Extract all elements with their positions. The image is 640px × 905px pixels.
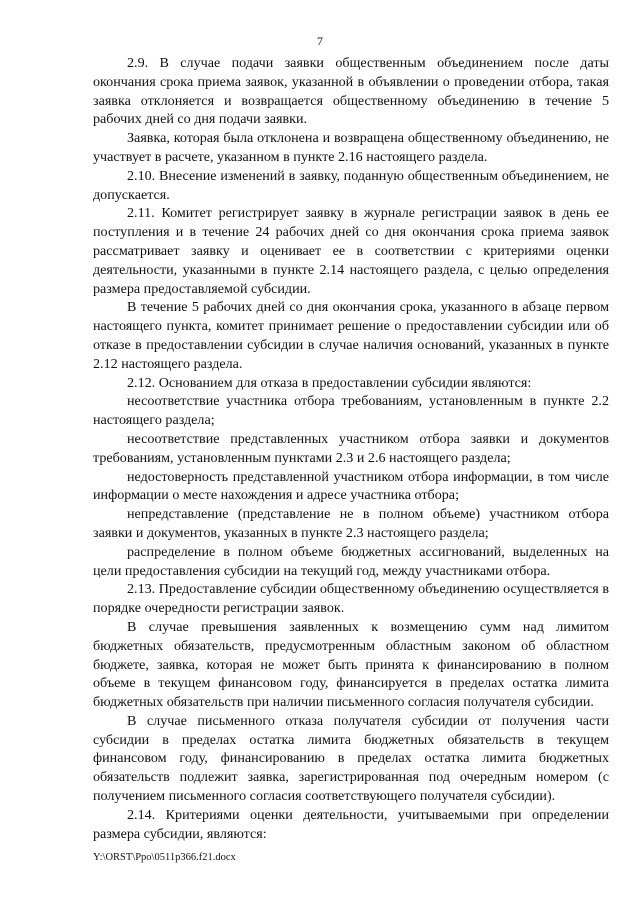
paragraph-refusal-reason-3: недостоверность представленной участником отбора информации, в том числе информации о месте нахождения и адресе участника отбора;: [93, 468, 609, 504]
paragraph-refusal-reason-2: несоответствие представленных участником отбора заявки и документов требованиям, установленным пунктами 2.3 и 2.6 настоящего раздела;: [93, 430, 609, 466]
paragraph-rejected-application: Заявка, которая была отклонена и возвращена общественному объединению, не участвует в расчете, указанном в пункте 2.16 настоящего раздела.: [93, 130, 609, 165]
document-body: [93, 54, 609, 843]
paragraph-partial-refusal: В случае письменного отказа получателя субсидии от получения части субсидии в пределах остатка лимита бюджетных обязательств в текущем финансовом году, финансированию в пределах остатка лимита бюджетных обязательств подлежит заявка, зарегистрированная под очередным номером (с получением письменного согласия соответствующего получателя субсидии).: [93, 712, 609, 805]
paragraph-refusal-reason-5: распределение в полном объеме бюджетных ассигнований, выделенных на цели предоставления субсидии на текущий год, между участниками отбора.: [93, 543, 609, 579]
paragraph-2-13: 2.13. Предоставление субсидии общественному объединению осуществляется в порядке очередности регистрации заявок.: [93, 581, 609, 617]
paragraph-2-12: 2.12. Основанием для отказа в предоставлении субсидии являются:: [127, 374, 532, 391]
paragraph-2-14: 2.14. Критериями оценки деятельности, учитываемыми при определении размера субсидии, являются:: [93, 806, 609, 842]
paragraph-2-11: 2.11. Комитет регистрирует заявку в журнале регистрации заявок в день ее поступления и в течение 24 рабочих дней со дня окончания срока приема заявок рассматривает заявку и оценивает ее в соответствии с критериями оценки деятельности, указанными в пункте 2.14 настоящего раздела, с целью определения размера предоставляемой субсидии.: [93, 205, 609, 297]
paragraph-2-10: 2.10. Внесение изменений в заявку, поданную общественным объединением, не допускается.: [93, 167, 609, 203]
paragraph-limit-exceeded: В случае превышения заявленных к возмещению сумм над лимитом бюджетных обязательств, предусмотренным областным законом об областном бюджете, заявка, которая не может быть принята к финансированию в полном объеме в текущем финансовом году, финансируется в пределах остатка лимита бюджетных обязательств при наличии письменного согласия получателя субсидии.: [93, 618, 609, 711]
paragraph-refusal-reason-4: непредставление (представление не в полном объеме) участником отбора заявки и документов, указанных в пункте 2.3 настоящего раздела;: [93, 506, 609, 541]
paragraph-refusal-reason-1: несоответствие участника отбора требованиям, установленным в пункте 2.2 настоящего раздела;: [93, 393, 609, 429]
paragraph-decision-deadline: В течение 5 рабочих дней со дня окончания срока, указанного в абзаце первом настоящего пункта, комитет принимает решение о предоставлении субсидии или об отказе в предоставлении субсидии в случае наличия оснований, указанных в пункте 2.12 настоящего раздела.: [93, 299, 609, 372]
page-number: 7: [317, 34, 323, 48]
footer-file-path: Y:\ORST\Ppo\0511p366.f21.docx: [93, 852, 236, 863]
paragraph-2-9: 2.9. В случае подачи заявки общественным объединением после даты окончания срока приема заявок, указанной в объявлении о проведении отбора, такая заявка отклоняется и возвращается общественному объединению в течение 5 рабочих дней со дня подачи заявки.: [93, 55, 609, 128]
